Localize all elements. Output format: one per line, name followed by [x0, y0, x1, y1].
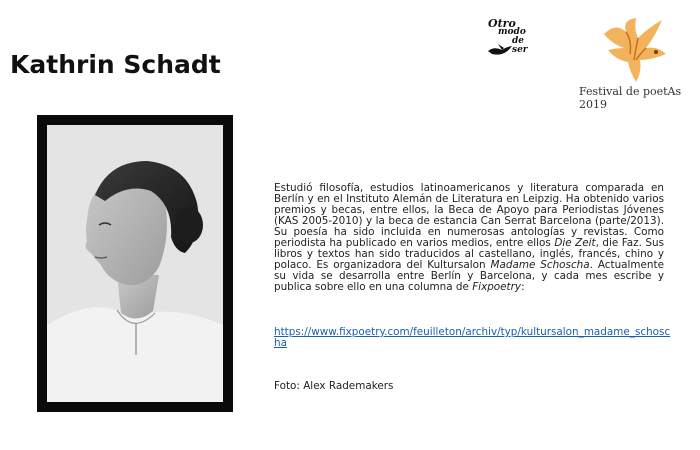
bird-silhouette-icon [486, 42, 516, 58]
publication-madame-schoscha: Madame Schoscha [490, 259, 590, 271]
bio-part-2: , die Faz. Sus libros y textos han sido traducidos al castellano, inglés, francés, chino y polaco. Es organizadora del Kultursalon [274, 237, 664, 271]
bio-part-3: . Actualmente su vida se desarrolla entre Berlín y Barcelona, y cada mes escribe y publica sobre ello en una columna de [274, 259, 664, 293]
festival-label: Festival de poetAs 2019 [579, 85, 682, 111]
publisher-logo-line1: Otro [488, 17, 516, 30]
portrait-illustration [47, 125, 223, 402]
publication-die-zeit: Die Zeit [554, 237, 596, 249]
photo-credit: Foto: Alex Rademakers [274, 380, 394, 392]
portrait-photo [47, 125, 223, 402]
publisher-logo-line3: de ser [512, 36, 528, 55]
page-title: Kathrin Schadt [10, 50, 221, 79]
publisher-logo [486, 18, 534, 58]
portrait-photo-frame [37, 115, 233, 412]
bio-part-1: Estudió filosofía, estudios latinoamericanos y literatura comparada en Berlín y en el Instituto Alemán de Literatura en Leipzig. Ha obtenido varios premios y becas, entre ellos, la Beca de Apoyo para Periodistas Jóvenes (KAS 2005-2010) y la beca de estancia Can Serrat Barcelona (parte/2013). Su poesía ha sido incluida en numerosas antologías y revistas. Como periodista ha publicado en varios medios, entre ellos [274, 182, 664, 249]
publisher-logo-line2: modo [498, 27, 526, 37]
phoenix-bird-icon [596, 14, 672, 84]
publication-fixpoetry: Fixpoetry [472, 281, 522, 293]
biography-text [274, 183, 664, 293]
fixpoetry-column-link[interactable]: https://www.fixpoetry.com/feuilleton/archiv/typ/kultursalon_madame_schoscha [274, 326, 671, 349]
bio-part-4: : [521, 281, 525, 293]
